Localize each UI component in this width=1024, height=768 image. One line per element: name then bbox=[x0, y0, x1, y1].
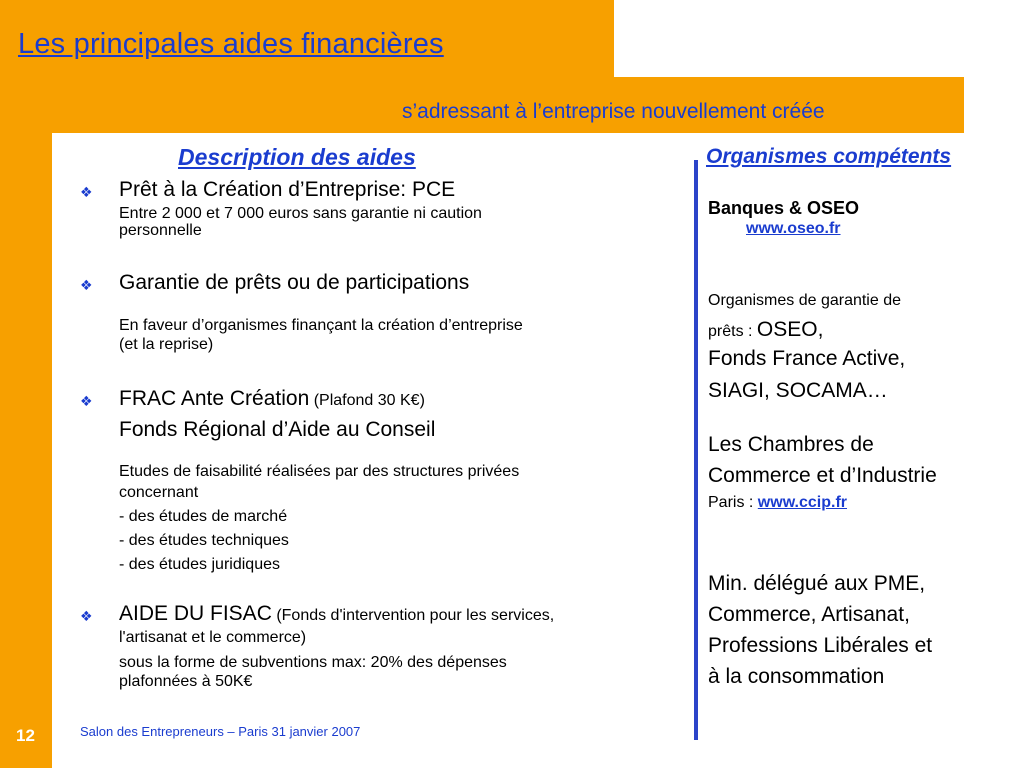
aide-title-note: (Fonds d'intervention pour les services, bbox=[276, 607, 555, 624]
page-subtitle: s’adressant à l’entreprise nouvellement créée bbox=[402, 100, 825, 123]
aide-detail: concernant bbox=[119, 484, 199, 501]
diamond-bullet-icon: ❖ bbox=[80, 277, 93, 293]
aide-detail: personnelle bbox=[119, 222, 202, 239]
organismes-heading: Organismes compétents bbox=[706, 145, 952, 168]
garantie-label-2: prêts : bbox=[708, 323, 753, 340]
aide-title: Prêt à la Création d’Entreprise: PCE bbox=[119, 178, 456, 201]
aide-title: AIDE DU FISAC bbox=[119, 602, 272, 625]
banques-label: Banques & OSEO bbox=[708, 198, 860, 218]
aide-title-line bbox=[119, 602, 554, 626]
aide-title: Garantie de prêts ou de participations bbox=[119, 271, 470, 294]
ministere-line: Commerce, Artisanat, bbox=[708, 603, 910, 626]
left-sidebar-band bbox=[0, 133, 52, 768]
paris-label: Paris : bbox=[708, 494, 754, 511]
aide-detail: sous la forme de subventions max: 20% des dépenses bbox=[119, 654, 507, 671]
aide-detail: l'artisanat et le commerce) bbox=[119, 629, 307, 646]
oseo-link[interactable]: www.oseo.fr bbox=[746, 220, 841, 237]
garantie-organisme: Fonds France Active, bbox=[708, 347, 906, 370]
aide-detail: - des études de marché bbox=[119, 508, 288, 525]
cci-paris-line bbox=[708, 494, 847, 512]
garantie-line bbox=[708, 318, 823, 342]
diamond-bullet-icon: ❖ bbox=[80, 184, 93, 200]
page-title: Les principales aides financières bbox=[18, 28, 444, 60]
column-divider bbox=[694, 160, 698, 740]
garantie-label: Organismes de garantie de bbox=[708, 292, 901, 309]
aide-detail: (et la reprise) bbox=[119, 336, 214, 353]
aide-subtitle: Fonds Régional d’Aide au Conseil bbox=[119, 418, 436, 441]
ministere-line: Min. délégué aux PME, bbox=[708, 572, 926, 595]
aide-detail: Etudes de faisabilité réalisées par des structures privées bbox=[119, 463, 520, 480]
cci-line: Les Chambres de bbox=[708, 433, 874, 456]
diamond-bullet-icon: ❖ bbox=[80, 608, 93, 624]
aide-detail: - des études juridiques bbox=[119, 556, 280, 573]
garantie-organisme: SIAGI, SOCAMA… bbox=[708, 379, 888, 402]
ministere-line: Professions Libérales et bbox=[708, 634, 933, 657]
garantie-organisme: OSEO, bbox=[756, 318, 824, 341]
aide-detail: - des études techniques bbox=[119, 532, 289, 549]
aide-title-line bbox=[119, 387, 425, 411]
ccip-link[interactable]: www.ccip.fr bbox=[757, 494, 847, 511]
ministere-line: à la consommation bbox=[708, 665, 885, 688]
description-heading: Description des aides bbox=[178, 144, 416, 170]
diamond-bullet-icon: ❖ bbox=[80, 393, 93, 409]
cci-line: Commerce et d’Industrie bbox=[708, 464, 937, 487]
aide-detail: plafonnées à 50K€ bbox=[119, 673, 253, 690]
aide-title: FRAC Ante Création bbox=[119, 387, 310, 410]
aide-detail: Entre 2 000 et 7 000 euros sans garantie ni caution bbox=[119, 205, 482, 222]
aide-detail: En faveur d’organismes finançant la création d’entreprise bbox=[119, 317, 523, 334]
aide-title-note: (Plafond 30 K€) bbox=[313, 392, 425, 409]
page-number: 12 bbox=[16, 726, 35, 745]
footer-text: Salon des Entrepreneurs – Paris 31 janvier 2007 bbox=[80, 724, 361, 739]
